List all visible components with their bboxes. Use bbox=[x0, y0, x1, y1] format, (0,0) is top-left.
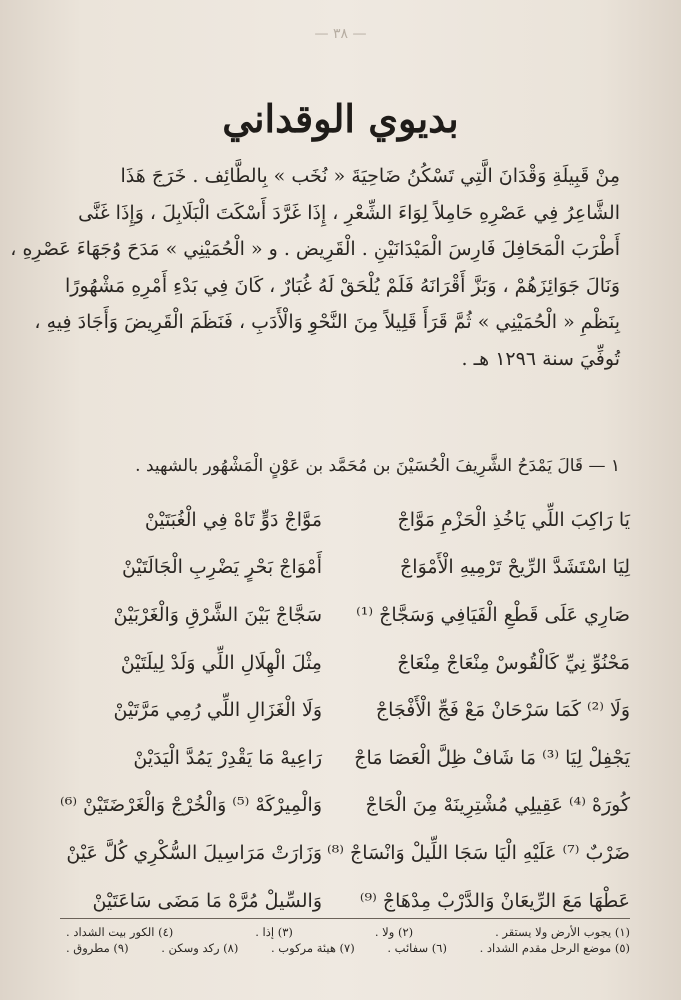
footnote: (٦) سفائب . bbox=[387, 941, 447, 955]
first-hemistich: كُورَهْ ⁽⁴⁾ عَقِيلِي مُشْتِرِينَهْ مِنَ الْحَاجْ bbox=[365, 794, 630, 817]
second-hemistich: رَاعِيهْ مَا يَقْدِرْ يَمُدَّ الْيَدَيْنْ bbox=[133, 746, 322, 769]
footnote-row bbox=[60, 925, 630, 939]
footnote: (٢) ولا . bbox=[374, 925, 414, 939]
page-number: — ٣٨ — bbox=[314, 26, 367, 42]
text-line: وَنَالَ جَوَائِزَهُمْ ، وَبَزَّ أَقْرَانَهُ فَلَمْ يُلْحَقْ لَهُ غُبَارٌ ، كَانَ فِي بَدْءِ أَمْرِهِ مَشْهُورًا bbox=[65, 274, 620, 297]
poem-heading: ١ — قَالَ يَمْدَحُ الشَّرِيفَ الْحُسَيْنَ بن مُحَمَّد بن عَوْنٍ الْمَشْهُور بالشهيد . bbox=[135, 456, 620, 476]
first-hemistich: يَا رَاكِبَ اللِّي يَاخُذِ الْحَزْمِ مَوَّاجْ bbox=[397, 508, 630, 531]
poem bbox=[60, 496, 630, 924]
text-line: الشَّاعِرُ فِي عَصْرِهِ حَامِلاً لِوَاءَ الشِّعْرِ ، إِذَا غَرَّدَ أَسْكَتَ الْبَلَابِلَ ، وَإِذَا غَنَّى bbox=[78, 201, 620, 224]
first-hemistich: عَطْهَا مَعَ الرِّيعَانْ وَالدَّرْبْ مِدْهَاجْ ⁽⁹⁾ bbox=[359, 889, 630, 912]
verse bbox=[60, 829, 630, 877]
second-hemistich: مِثْلَ الْهِلَالِ اللِّي وَلَدْ لِيلَتَيْنْ bbox=[120, 651, 322, 674]
footnote: (٧) هيئة مركوب . bbox=[271, 941, 355, 955]
footnotes bbox=[60, 918, 630, 955]
footnote: (٤) الكور بيت الشداد . bbox=[66, 925, 174, 939]
footnote: (٥) موضع الرحل مقدم الشداد . bbox=[479, 941, 630, 955]
second-hemistich: وَالْمِيرْكَهْ ⁽⁵⁾ وَالْخُرْجْ وَالْغَرْضَتَيْنْ ⁽⁶⁾ bbox=[60, 794, 322, 817]
footnote: (٩) مطروق . bbox=[66, 941, 129, 955]
first-hemistich: لِيَا اسْتَشَدَّ الرِّيحْ تَرْمِيهِ الْأَمْوَاجْ bbox=[400, 556, 630, 579]
biography-paragraph bbox=[10, 158, 620, 377]
footnote-row bbox=[60, 941, 630, 955]
verse bbox=[60, 782, 630, 830]
second-hemistich: سَجَّاجْ بَيْنَ الشَّرْقِ وَالْغَرْبَيْنْ bbox=[113, 603, 322, 626]
verse bbox=[60, 686, 630, 734]
verse bbox=[60, 734, 630, 782]
text-line: مِنْ قَبِيلَةِ وَقْدَانَ الَّتِي تَسْكُنُ ضَاحِيَةَ « نُخَب » بِالطَّائِف . خَرَجَ هَذَا bbox=[120, 165, 620, 187]
verse bbox=[60, 639, 630, 687]
second-hemistich: وَالسِّيلْ مُرَّهْ مَا مَضَى سَاعَتَيْنْ bbox=[92, 889, 322, 912]
text-line: أَطْرَبَ الْمَحَافِلَ فَارِسَ الْمَيْدَانَيْنِ . الْقَرِيض . و « الْحُمَيْنِي » مَدَحَ وُجَهَاءَ عَصْرِهِ ، bbox=[10, 238, 620, 260]
text-line: تُوفِّيَ سنة ١٢٩٦ هـ . bbox=[461, 347, 620, 370]
verse bbox=[60, 496, 630, 544]
second-hemistich: أَمْوَاجْ بَحْرٍ يَضْرِبِ الْجَالَتَيْنْ bbox=[122, 556, 322, 579]
footnote: (١) يجوب الأرض ولا يستقر . bbox=[495, 925, 630, 939]
second-hemistich: وَلَا الْغَزَالِ اللِّي رُمِي مَرَّتَيْنْ bbox=[113, 699, 322, 722]
verse bbox=[60, 591, 630, 639]
second-hemistich: وَزَارَتْ مَرَاسِيلَ السُّكْرِي كُلَّ عَيْنْ bbox=[66, 841, 322, 864]
verse bbox=[60, 544, 630, 592]
first-hemistich: صَارِي عَلَى قَطْعِ الْفَيَافِي وَسَجَّاجْ ⁽¹⁾ bbox=[356, 603, 630, 626]
footnote: (٣) إذا . bbox=[255, 925, 293, 939]
footnote: (٨) ركد وسكن . bbox=[161, 941, 239, 955]
page-title: بديوي الوقداني bbox=[222, 96, 459, 141]
first-hemistich: ضَرْبٌ ⁽⁷⁾ عَلَيْهِ الْيَا سَجَا اللِّيلْ وَانْسَاجْ ⁽⁸⁾ bbox=[326, 841, 630, 864]
text-line: بِنَظْمِ « الْحُمَيْنِي » ثُمَّ قَرَأَ قَلِيلاً مِنَ النَّحْوِ وَالْأَدَبِ ، فَنَظَمَ الْقَرِيضَ وَأَجَادَ فِيهِ ، bbox=[34, 311, 620, 333]
first-hemistich: يَجْفِلْ لِيَا ⁽³⁾ مَا شَافْ ظِلَّ الْعَصَا مَاجْ bbox=[354, 746, 630, 769]
second-hemistich: مَوَّاجْ دَوٍّ تَاهْ فِي الْغُبَتَيْنْ bbox=[144, 508, 322, 531]
footnote-divider bbox=[60, 918, 630, 919]
first-hemistich: مَحْنُوِّ نِيِّ كَالْقُوسْ مِنْعَاجْ مِنْعَاجْ bbox=[397, 651, 630, 674]
first-hemistich: وَلَا ⁽²⁾ كَمَا سَرْحَانْ مَعْ فَجِّ الْأَفْجَاجْ bbox=[375, 699, 630, 722]
